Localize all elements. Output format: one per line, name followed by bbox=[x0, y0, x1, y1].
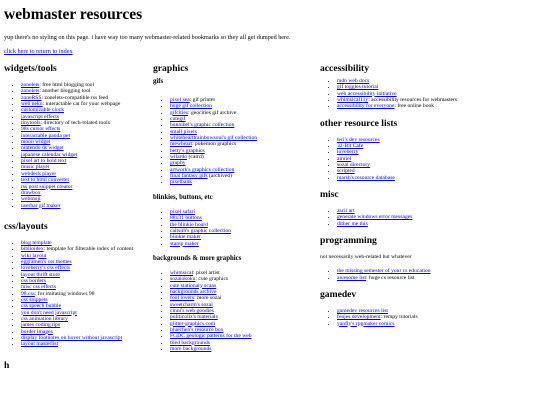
resource-link[interactable]: teri's dev resources bbox=[337, 136, 380, 143]
gamedev-heading: gamedev bbox=[320, 288, 357, 300]
resource-link[interactable]: FGDC geologic patterns for the web bbox=[170, 333, 252, 340]
resource-description: : pixel artist bbox=[193, 269, 220, 276]
resource-link[interactable]: cinni's web goodies bbox=[170, 307, 214, 314]
resource-description: : zonelets-compatible rss feed bbox=[41, 94, 109, 101]
resource-link[interactable]: web accessibility initiative bbox=[337, 90, 397, 97]
resource-link[interactable]: cute stationary scans bbox=[170, 282, 217, 289]
resource-link[interactable]: layout thrift store bbox=[21, 271, 60, 278]
resource-link[interactable]: loveberry bbox=[337, 149, 359, 156]
resource-link[interactable]: yanfly's rpgmaker comics bbox=[337, 320, 395, 327]
resource-link[interactable]: display footnotes on hover without javascript bbox=[21, 335, 123, 342]
resource-link[interactable]: glitter-graphics.com bbox=[170, 320, 216, 327]
gifs-list bbox=[153, 97, 316, 186]
resource-link[interactable]: sweetcharm's sozai bbox=[170, 301, 213, 308]
resource-link[interactable]: pixel art to bold text bbox=[21, 158, 67, 165]
resource-description: : geocities gif archive bbox=[188, 109, 237, 116]
resource-description: : free html blogging tool bbox=[39, 82, 95, 88]
column-middle bbox=[153, 63, 316, 352]
resource-link[interactable]: interactable panda pet bbox=[21, 132, 71, 139]
resource-link[interactable]: huge gif collection bbox=[170, 103, 212, 110]
resource-description: : rempy tutorials bbox=[380, 314, 418, 321]
resource-link[interactable]: wiki layout bbox=[21, 252, 47, 259]
resource-link[interactable]: stamp maker bbox=[170, 240, 199, 247]
list-item bbox=[337, 321, 535, 327]
resource-link[interactable]: bluechen's resource box bbox=[170, 326, 224, 333]
resource-link[interactable]: accessibility for everyone bbox=[337, 103, 395, 110]
resource-description: : pokemon graphics bbox=[192, 141, 237, 148]
accessibility-heading: accessibility bbox=[320, 63, 370, 74]
resource-description: : gif printer bbox=[189, 97, 216, 103]
resource-link[interactable]: drawbox bbox=[21, 189, 41, 196]
resource-link[interactable]: awesome list bbox=[337, 274, 367, 281]
resource-link[interactable]: small pixels bbox=[170, 128, 197, 135]
backgrounds-list bbox=[153, 270, 316, 352]
resource-link[interactable]: gamedev resources list bbox=[337, 307, 388, 314]
resource-description: (carrd) bbox=[187, 154, 204, 161]
resource-link[interactable]: misc css effects bbox=[21, 284, 57, 291]
resource-description: : interactable cat for your webpage bbox=[42, 101, 121, 108]
resource-link[interactable]: fenjes development bbox=[337, 314, 381, 321]
resource-link[interactable]: layout masterlist bbox=[21, 341, 59, 348]
resource-link[interactable]: politicoliz's materials bbox=[170, 314, 218, 321]
resource-description: : accessibility resources for webmasters bbox=[368, 97, 458, 104]
resource-link[interactable]: music player bbox=[21, 164, 50, 171]
resource-link[interactable]: mdn web docs bbox=[337, 78, 370, 84]
resource-link[interactable]: pixel sea bbox=[170, 97, 190, 103]
resource-link[interactable]: ascii art bbox=[337, 208, 355, 215]
resource-link[interactable]: tiled backgrounds bbox=[170, 339, 210, 346]
column-right bbox=[320, 63, 535, 327]
widgets-tools-list bbox=[4, 82, 152, 209]
gamedev-list bbox=[320, 308, 535, 327]
resource-link[interactable]: web neko bbox=[21, 101, 43, 108]
gifs-heading: gifs bbox=[153, 78, 164, 85]
resource-link[interactable]: userbar gif maker bbox=[21, 202, 61, 209]
resource-description: : another blogging tool bbox=[39, 88, 91, 95]
resource-link[interactable]: nintendo ds widget bbox=[21, 145, 64, 152]
resource-link[interactable]: css speech bubble bbox=[21, 303, 62, 310]
resource-link[interactable]: the missing semester of your cs education bbox=[337, 268, 431, 275]
resource-link[interactable]: wilardo bbox=[170, 154, 188, 161]
backgrounds-heading: backgrounds & more graphics bbox=[153, 254, 242, 262]
resource-link[interactable]: bonnibel's graphic collection bbox=[170, 122, 235, 129]
resource-link[interactable]: dither me this bbox=[337, 220, 368, 227]
resource-link[interactable]: 88x31 buttons bbox=[170, 215, 202, 222]
resource-link[interactable]: japanese calendar widget bbox=[21, 151, 78, 158]
programming-list bbox=[320, 268, 535, 281]
resource-link[interactable]: zoneRSS bbox=[21, 94, 42, 101]
resource-link[interactable]: graphy bbox=[170, 160, 186, 167]
accessibility-list bbox=[320, 78, 535, 110]
resource-link[interactable]: final fantasy gifs bbox=[170, 173, 208, 180]
resource-link[interactable]: amriel bbox=[337, 155, 352, 162]
resource-link[interactable]: 98s cursor effects bbox=[21, 126, 61, 133]
resource-description: (archived) bbox=[207, 173, 232, 180]
misc-list bbox=[320, 208, 535, 227]
resource-link[interactable]: rss post snippet creator bbox=[21, 183, 73, 190]
other-resource-lists-list bbox=[320, 137, 535, 181]
programming-note: not necessarily web-related but whatever bbox=[320, 254, 412, 261]
resource-description: : free online book bbox=[394, 103, 435, 110]
resource-link[interactable]: webdeck player bbox=[21, 170, 57, 177]
resource-link[interactable]: pixel safari bbox=[170, 208, 196, 215]
intro-text: yup there's no styling on this page. i have way too many webmaster-related bookmarks so they all get dumped here. bbox=[4, 34, 291, 41]
resource-link[interactable]: border images bbox=[21, 328, 53, 335]
resource-link[interactable]: blog template bbox=[21, 239, 52, 246]
css-layouts-list bbox=[4, 240, 152, 348]
resource-link[interactable]: the blinkie hoard bbox=[170, 221, 208, 228]
list-item bbox=[170, 346, 316, 352]
resource-link[interactable]: betty's graphics bbox=[170, 147, 205, 154]
resource-link[interactable]: customizable clock bbox=[21, 107, 65, 114]
resource-link[interactable]: zonelets bbox=[21, 88, 40, 95]
resource-link[interactable]: mewheart bbox=[170, 141, 193, 148]
resource-link[interactable]: 98.css bbox=[21, 290, 35, 297]
return-to-index-link[interactable]: click here to return to index bbox=[4, 48, 73, 55]
blinkies-heading: blinkies, buttons, etc bbox=[153, 193, 213, 201]
next-section-heading: h bbox=[4, 359, 10, 371]
resource-description: : more sozai bbox=[194, 295, 222, 302]
resource-link[interactable]: css animation library bbox=[21, 316, 68, 322]
misc-heading: misc bbox=[320, 189, 339, 201]
resource-link[interactable]: pixelbank bbox=[170, 179, 193, 186]
resource-link[interactable]: tinytools bbox=[21, 120, 41, 127]
resource-link[interactable]: css borders bbox=[21, 277, 47, 284]
programming-heading: programming bbox=[320, 235, 377, 247]
resource-link[interactable]: 32-Bit Cafe bbox=[337, 143, 364, 150]
resource-description: : template for filterable index of content bbox=[43, 246, 134, 253]
resource-link[interactable]: scripted bbox=[337, 168, 355, 175]
blinkies-list bbox=[153, 209, 316, 247]
resource-link[interactable]: marsh's resource database bbox=[337, 174, 395, 181]
resource-link[interactable]: fool lovers bbox=[170, 295, 195, 302]
resource-link[interactable]: whimsical bbox=[170, 269, 193, 276]
resource-link[interactable]: eggramen's css themes bbox=[21, 258, 72, 265]
resource-link[interactable]: zonelets bbox=[21, 82, 40, 88]
resource-link[interactable]: james coding tips bbox=[21, 322, 61, 329]
column-left bbox=[4, 63, 152, 371]
resource-description: : for imitating windows 98 bbox=[34, 290, 95, 297]
resource-link[interactable]: more backgrounds bbox=[170, 346, 212, 352]
resource-description: : directory of tech-related tools bbox=[40, 120, 110, 127]
resource-link[interactable]: moon widget bbox=[21, 139, 51, 146]
resource-link[interactable]: loveberry's css effects bbox=[21, 265, 71, 272]
widgets-tools-heading: widgets/tools bbox=[4, 63, 57, 74]
resource-link[interactable]: cutegif bbox=[170, 116, 186, 123]
resource-link[interactable]: blinkie maker bbox=[170, 234, 201, 241]
graphics-heading: graphics bbox=[153, 63, 189, 74]
resource-link[interactable]: sozaiokoku bbox=[170, 276, 196, 283]
resource-description: : huge cs resource list bbox=[366, 274, 415, 281]
resource-link[interactable]: gif toggles tutorial bbox=[337, 84, 379, 91]
resource-link[interactable]: biblioidex bbox=[21, 246, 44, 253]
resource-link[interactable]: you don't need javascript bbox=[21, 309, 77, 316]
resource-link[interactable]: webmoji bbox=[21, 196, 41, 203]
other-resource-lists-heading: other resource lists bbox=[320, 117, 398, 129]
resource-link[interactable]: whimsical11y bbox=[337, 97, 369, 104]
css-layouts-heading: css/layouts bbox=[4, 220, 48, 232]
resource-link[interactable]: javascript effects bbox=[21, 113, 59, 120]
resource-link[interactable]: backgrounds archive bbox=[170, 288, 217, 295]
resource-description: : cute graphics bbox=[195, 276, 229, 283]
resource-link[interactable]: artwork's graphics collection bbox=[170, 166, 235, 173]
resource-link[interactable]: caitsith's graphic collection bbox=[170, 227, 231, 234]
resource-link[interactable]: sozai directory bbox=[337, 162, 371, 169]
page-title: webmaster resources bbox=[4, 6, 143, 23]
resource-link[interactable]: css snippets bbox=[21, 296, 48, 303]
resource-link[interactable]: whitehearttrainbowsoul's gif collection bbox=[170, 135, 258, 142]
resource-link[interactable]: gifcities bbox=[170, 109, 189, 116]
resource-link[interactable]: generate windows error messages bbox=[337, 214, 413, 221]
resource-link[interactable]: text to html converter bbox=[21, 177, 70, 184]
